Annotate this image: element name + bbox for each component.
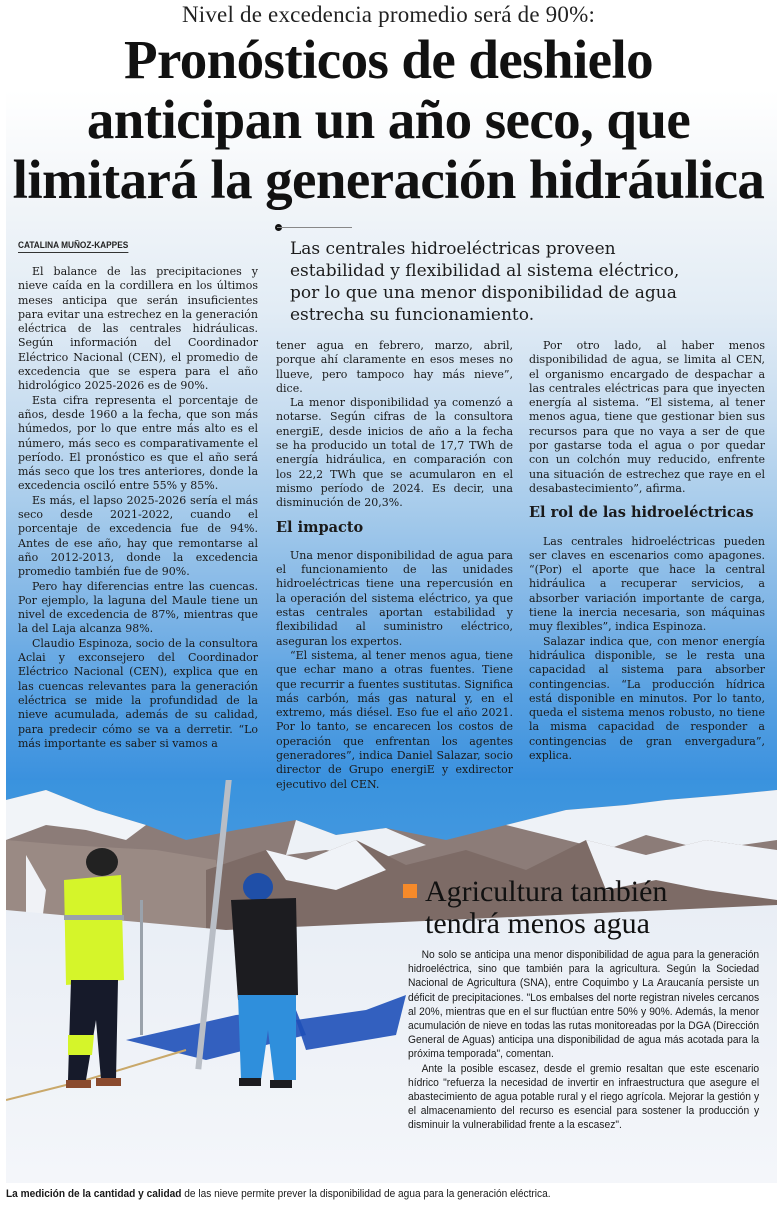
body-column-2 [276, 339, 513, 792]
paragraph: Una menor disponibilidad de agua para el funcionamiento de las unidades hidroeléctricas tiene una repercusión en la operación del sistema eléctrico, ya que estas centrales aportan estabilidad y flexibilidad al suministro eléctrico, aseguran los expertos. [276, 548, 513, 648]
paragraph: Pero hay diferencias entre las cuencas. Por ejemplo, la laguna del Maule tiene un nivel de excedencia de 87%, mientras que la del Laja alcanza 98%. [18, 579, 258, 636]
sidebar-title-line: tendrá menos agua [425, 907, 650, 940]
body-column-3 [529, 339, 765, 763]
lede-line: estabilidad y flexibilidad al sistema eléctrico, [290, 261, 680, 281]
paragraph: Claudio Espinoza, socio de la consultora Aclai y exconsejero del Coordinador Eléctrico Nacional (CEN), explica que en las cuencas relevantes para la generación eléctrica se mide la profundidad de la nieve acumulada, además de su calidad, para predecir cómo se va a derretir. “Lo más importante es saber si vamos a [18, 636, 258, 750]
photo-caption [6, 1188, 715, 1200]
byline: CATALINA MUÑOZ-KAPPES [18, 240, 128, 253]
paragraph: El balance de las precipitaciones y nieve caída en la cordillera en los últimos meses anticipa que serán insuficientes para evitar una estrechez en la generación eléctrica de las centrales hidráulicas. Según información del Coordinador Eléctrico Nacional (CEN), el promedio de excedencia que se espera para el año hidrológico 2025-2026 es de 90%. [18, 265, 258, 393]
subhead-rol-hidroelectricas: El rol de las hidroeléctricas [529, 504, 754, 522]
lede-rule [277, 227, 352, 228]
paragraph: Salazar indica que, con menor energía hidráulica disponible, se le resta una capacidad al sistema para absorber contingencias. “La producción hídrica está disponible en minutos. Por lo tanto, queda el sistema menos robusto, no tiene la misma capacidad de responder a contingencias de gran envergadura”, explica. [529, 634, 765, 763]
lede-line: Las centrales hidroeléctricas proveen [290, 239, 616, 259]
sidebar-box-title [403, 876, 763, 940]
paragraph: Por otro lado, al haber menos disponibilidad de agua, se limita al CEN, el organismo encargado de despachar a las centrales eléctricas para que inyecten energía al sistema. “El sistema, al tener menos agua, tiene que gestionar bien sus recursos para que no vaya a ser de que por gastarse toda el agua o por quedar con un colchón muy reducido, enfrente una situación de estrechez que raye en el desabastecimiento”, afirma. [529, 339, 765, 495]
article-headline [0, 30, 777, 210]
sidebar-title-line: Agricultura también [425, 875, 668, 908]
headline-line: Pronósticos de deshielo [123, 29, 654, 90]
paragraph: “El sistema, al tener menos agua, tiene que echar mano a otras fuentes. Tiene que recurrir a fuentes sustitutas. Significa más carbón, más gas natural y, en el extremo, más diésel. Eso fue el año 2021. Por lo tanto, se encarecen los costos de operación que enfrentan los agentes generadores”, indica Daniel Salazar, socio director de Grupo energiE y exdirector ejecutivo del CEN. [276, 648, 513, 791]
paragraph: No solo se anticipa una menor disponibilidad de agua para la generación hidroeléctrica, sino que también para la agricultura. Según la Sociedad Nacional de Agricultura (SNA), entre Coquimbo y La Araucanía persiste un déficit de precipitaciones. "Los embalses del norte registran niveles cercanos al 20%, mientras que en el sur fluctúan entre 50% y 90%. Además, la menor acumulación de nieve en todas las rutas monitoreadas por la DGA (Dirección General de Aguas) anticipa una disponibilidad de agua más acotada para la próxima temporada", comentan. [408, 949, 760, 1061]
paragraph: Esta cifra representa el porcentaje de años, desde 1960 a la fecha, que son más húmedos, por lo que entre más alto es el número, más seco es comparativamente el período. El pronóstico es que el año será más seco que los tres anteriores, donde la excedencia osciló entre 55% y 85%. [18, 393, 258, 493]
subhead-impacto: El impacto [276, 518, 364, 536]
headline-line: limitará la generación hidráulica [12, 149, 765, 210]
caption-bold: La medición de la cantidad y calidad [6, 1188, 182, 1200]
sidebar-box-body [408, 948, 759, 1133]
lede-line: estrecha su funcionamiento. [290, 305, 535, 325]
paragraph: Las centrales hidroeléctricas pueden ser claves en escenarios como apagones. “(Por) el aporte que hace la central hidráulica a recuperar servicios, a absorber variación importante de carga, tiene la inercia necesaria, son máquinas muy flexibles”, indica Espinoza. [529, 534, 765, 634]
article-kicker: Nivel de excedencia promedio será de 90%: [181, 2, 596, 27]
paragraph: Es más, el lapso 2025-2026 sería el más seco desde 2021-2022, cuando el porcentaje de excedencia fue de 94%. Antes de ese año, hay que remontarse al año 2012-2013, donde la excedencia promedio también fue de 90%. [18, 493, 258, 579]
headline-line: anticipan un año seco, que [86, 89, 691, 150]
paragraph: Ante la posible escasez, desde el gremio resaltan que este escenario hídrico "refuerza la necesidad de invertir en infraestructura que asegure el abastecimiento de agua potable rural y el riego agrícola. Mejorar la gestión y el almacenamiento del recurso es esencial para sostener la producción y disminuir la vulnerabilidad frente a la escasez". [408, 1062, 760, 1132]
paragraph: La menor disponibilidad ya comenzó a notarse. Según cifras de la consultora energiE, desde inicios de año a la fecha se ha producido un total de 17,7 TWh de energía hidráulica, en comparación con los 22,2 TWh que se acumularon en el mismo período de 2024. Es decir, una disminución de 20,3%. [276, 396, 513, 510]
lede-line: por lo que una menor disponibilidad de agua [290, 283, 677, 303]
caption-text: de las nieve permite prever la disponibilidad de agua para la generación eléctrica. [181, 1188, 551, 1200]
paragraph: tener agua en febrero, marzo, abril, porque ahí claramente en esos meses no llueve, pero tampoco hay más nieve”, dice. [276, 339, 513, 395]
orange-square-icon [403, 884, 417, 898]
body-column-1 [18, 265, 258, 751]
article-lede [290, 238, 760, 326]
